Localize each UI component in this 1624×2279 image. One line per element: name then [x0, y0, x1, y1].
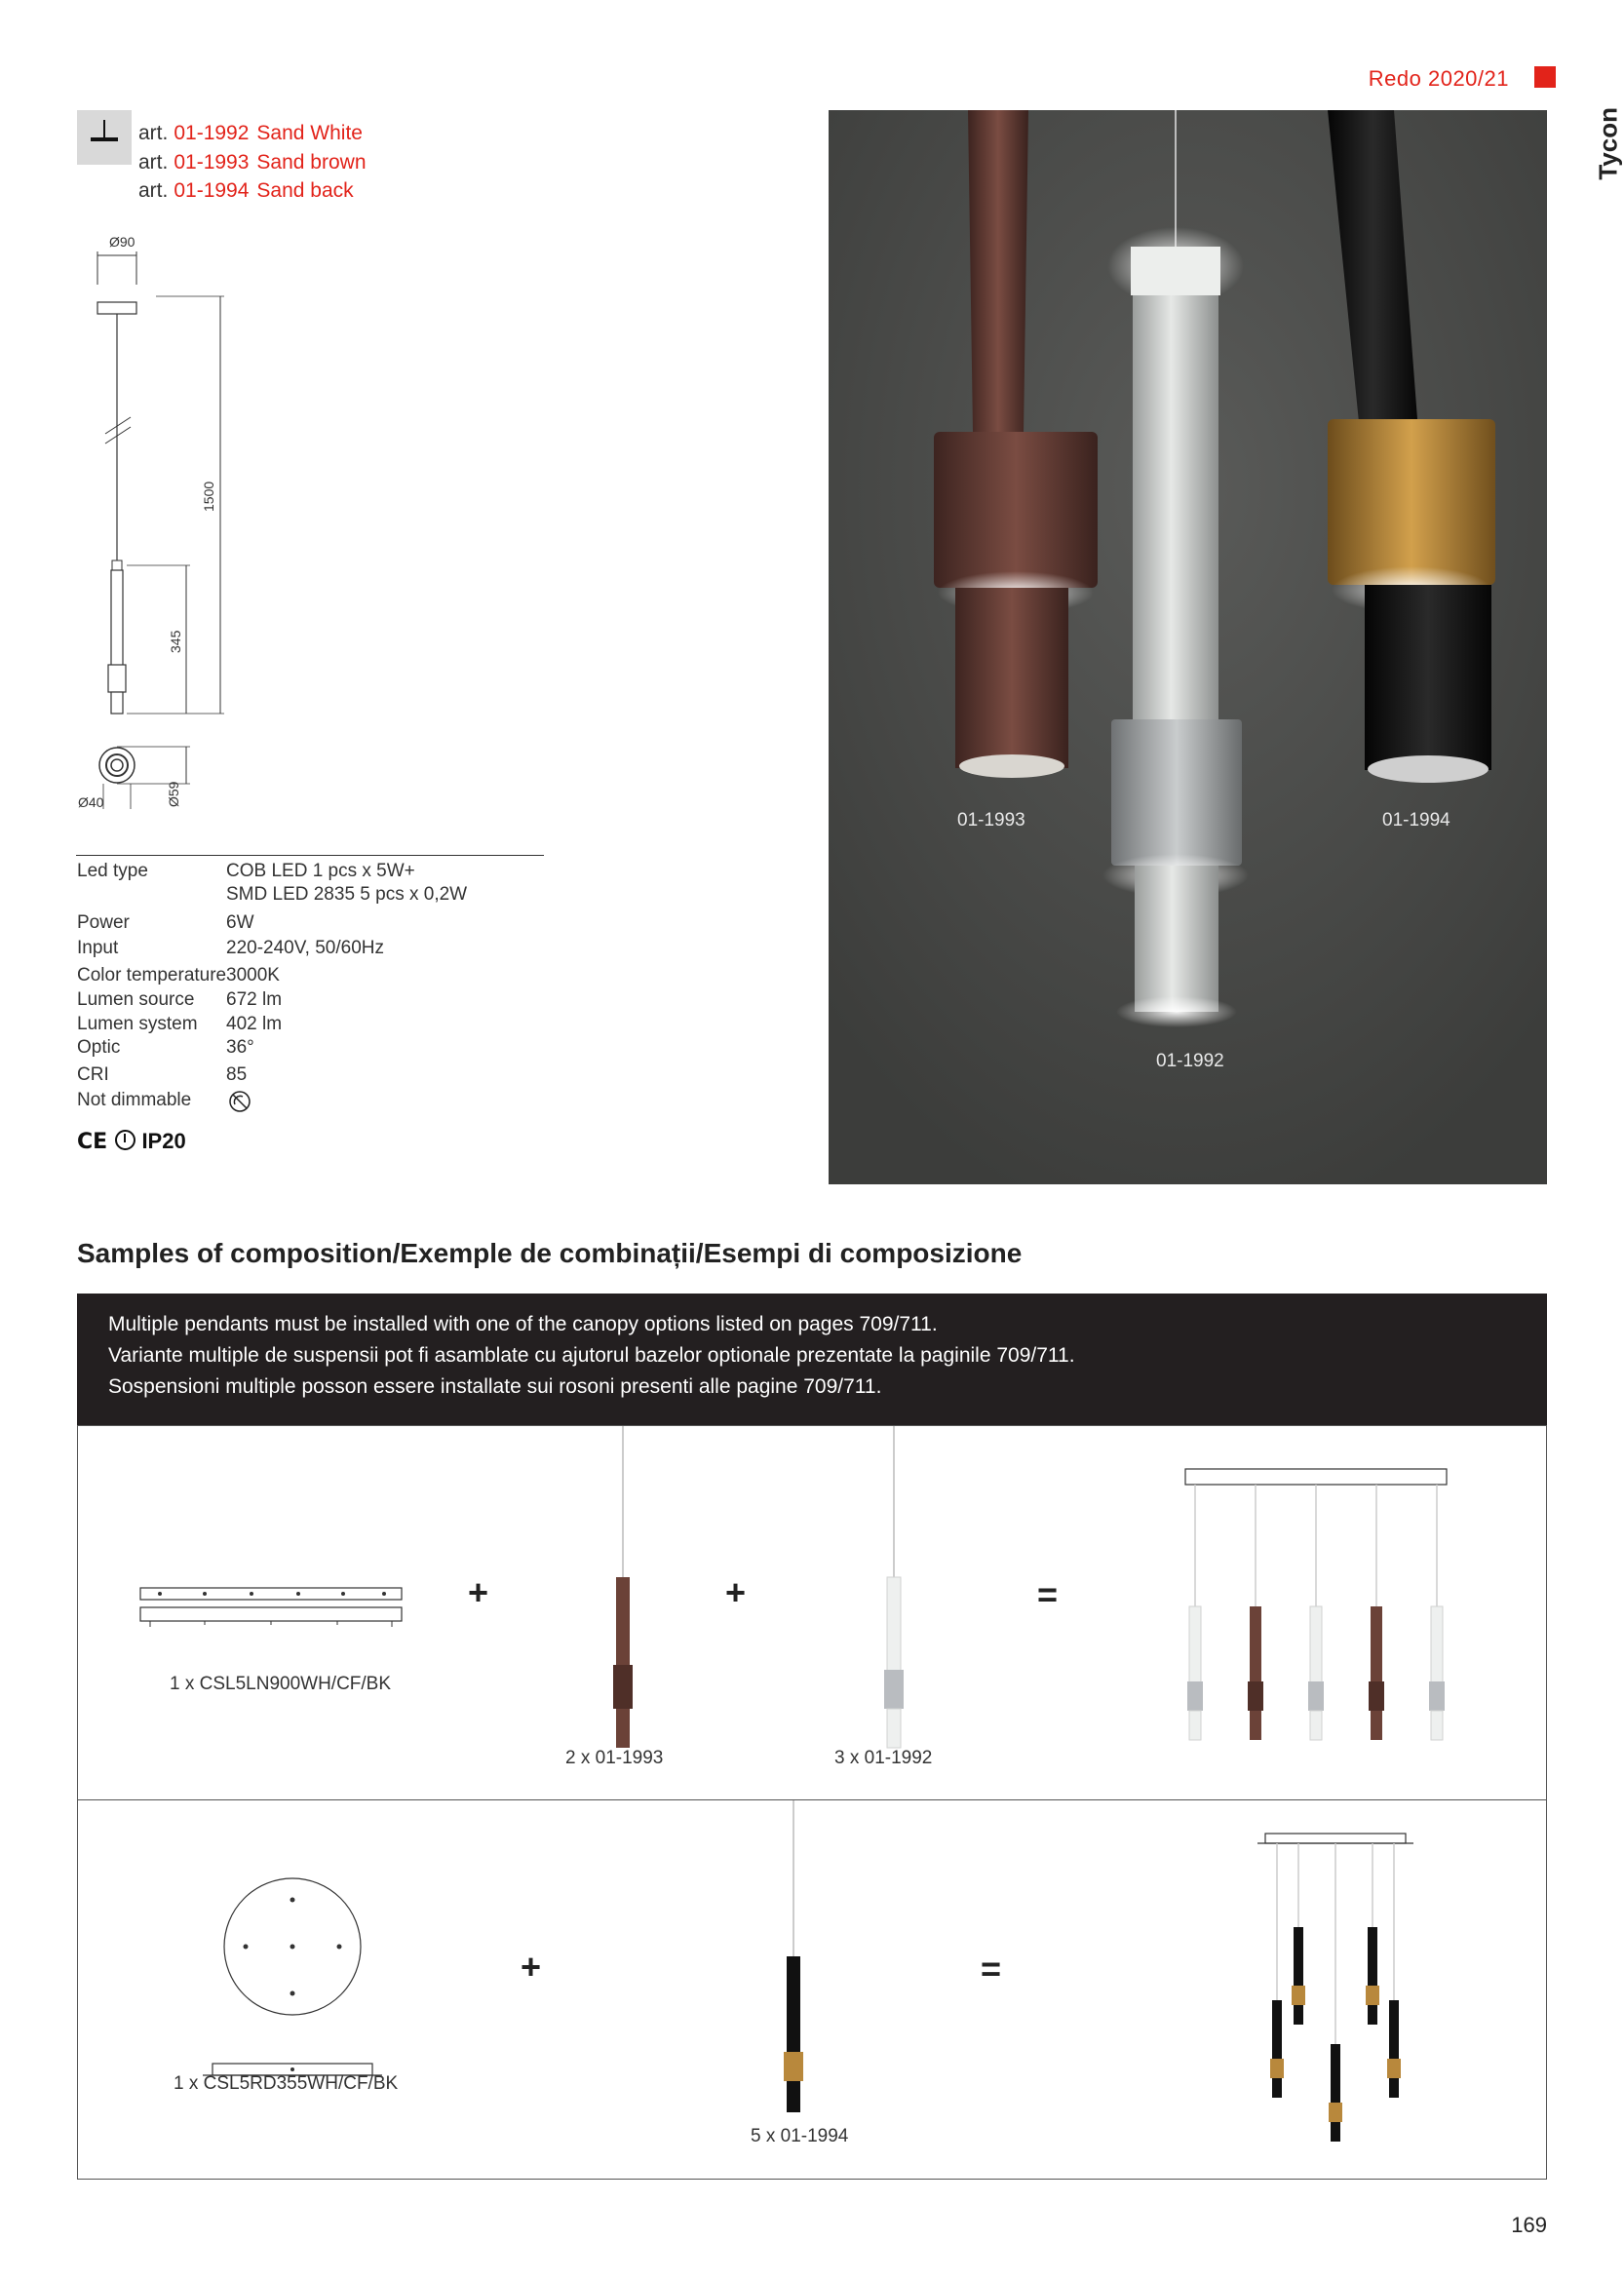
technical-drawing	[68, 224, 244, 819]
equals-operator: =	[981, 1949, 1002, 1989]
black-pendant-drawing	[765, 1800, 824, 2122]
white-pendant-drawing	[866, 1426, 924, 1758]
plus-operator: +	[468, 1572, 489, 1612]
spec-label: Input	[77, 938, 119, 958]
note-line-ro: Variante multiple de suspensii pot fi asamblate cu ajutorul bazelor optionale prezentate la paginile 709/711.	[108, 1344, 1075, 1367]
spec-label: Optic	[77, 1037, 121, 1058]
photo-label-white: 01-1992	[1156, 1051, 1224, 1071]
note-line-it: Sospensioni multiple posson essere installate sui rosoni presenti alle pagine 709/711.	[108, 1375, 882, 1398]
spec-label: Color temperature	[77, 965, 227, 985]
composition-linear	[77, 1425, 1547, 1801]
white-pendant-label: 3 x 01-1992	[834, 1748, 933, 1768]
round-canopy-label: 1 x CSL5RD355WH/CF/BK	[174, 2073, 399, 2094]
article-line: art. 01-1994 Sand back	[138, 179, 354, 202]
dimension-ring-diameter: Ø59	[166, 781, 181, 807]
linear-composition-result	[1170, 1465, 1462, 1787]
equals-operator: =	[1037, 1574, 1059, 1614]
spec-value: 36°	[226, 1037, 254, 1058]
spec-value: 85	[226, 1064, 248, 1085]
ip-rating: IP20	[141, 1129, 186, 1153]
not-dimmable-icon	[228, 1090, 251, 1113]
plus-operator: +	[725, 1572, 747, 1612]
section-title: Samples of composition/Exemple de combinații/Esempi di composizione	[77, 1238, 1023, 1268]
spec-label: Lumen source	[77, 989, 195, 1010]
spec-value: 220-240V, 50/60Hz	[226, 938, 384, 958]
spec-label: Lumen system	[77, 1014, 198, 1034]
composition-round	[77, 1799, 1547, 2180]
spec-value: 3000K	[226, 965, 280, 985]
round-composition-result	[1248, 1830, 1423, 2151]
linear-canopy-drawing	[136, 1582, 409, 1641]
article-line: art. 01-1993 Sand brown	[138, 151, 367, 174]
dimension-canopy: Ø90	[109, 234, 135, 250]
spec-divider	[76, 855, 544, 856]
pendants-illustration	[829, 110, 1547, 1184]
photo-label-brown: 01-1993	[957, 810, 1025, 830]
product-photo	[829, 110, 1547, 1184]
spec-label: Led type	[77, 861, 148, 881]
spec-value: 402 lm	[226, 1014, 283, 1034]
page-number: 169	[1511, 2213, 1547, 2237]
ce-mark: CE	[77, 1130, 108, 1154]
spec-label: Power	[77, 912, 130, 933]
installation-note	[77, 1294, 1547, 1425]
spec-value: COB LED 1 pcs x 5W+	[226, 861, 415, 881]
linear-canopy-label: 1 x CSL5LN900WH/CF/BK	[170, 1674, 392, 1694]
series-name: Tycon	[1594, 107, 1623, 180]
plus-operator: +	[521, 1947, 542, 1987]
spec-value: 6W	[226, 912, 254, 933]
spec-label: CRI	[77, 1064, 109, 1085]
protection-class-icon	[115, 1130, 135, 1150]
round-canopy-drawing	[195, 1869, 390, 2103]
dimension-body-height: 345	[168, 630, 183, 653]
spec-label: Not dimmable	[77, 1090, 192, 1110]
photo-label-black: 01-1994	[1382, 810, 1450, 830]
spec-value: 672 lm	[226, 989, 283, 1010]
certification-marks	[77, 1129, 186, 1154]
article-line: art. 01-1992 Sand White	[138, 122, 363, 144]
brand-square-mark	[1534, 66, 1556, 88]
spec-value: SMD LED 2835 5 pcs x 0,2W	[226, 884, 468, 905]
catalog-brand: Redo 2020/21	[1368, 66, 1509, 91]
brown-pendant-label: 2 x 01-1993	[565, 1748, 664, 1768]
note-line-en: Multiple pendants must be installed with one of the canopy options listed on pages 709/711.	[108, 1313, 938, 1335]
dimension-tube-diameter: Ø40	[78, 794, 104, 810]
black-pendant-label: 5 x 01-1994	[751, 2126, 849, 2146]
dimension-total-height: 1500	[201, 481, 216, 512]
brown-pendant-drawing	[595, 1426, 653, 1758]
pendant-type-icon	[77, 110, 132, 165]
